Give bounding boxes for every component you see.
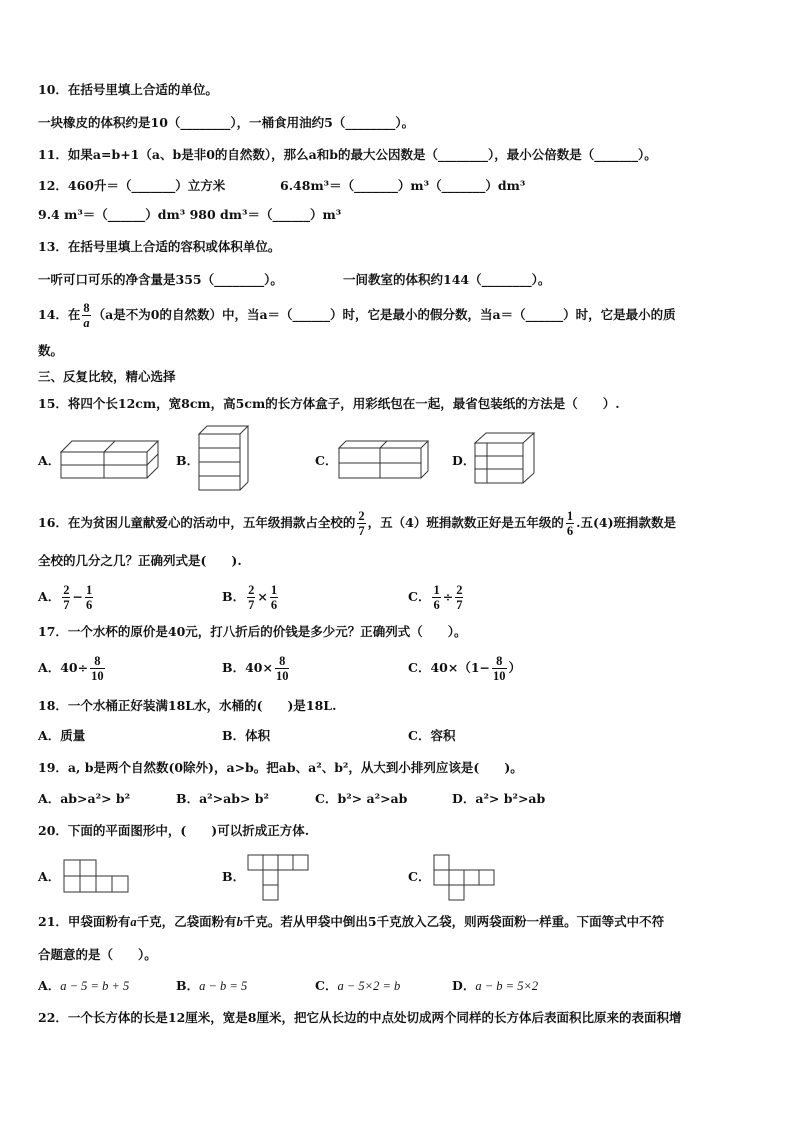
q12-line1a: 12．460升＝（_______）立方米 — [38, 178, 226, 193]
q15-text: 15．将四个长12cm，宽8cm，高5cm的长方体盒子，用彩纸包在一起，最省包装纸的方法是（ ）. — [38, 396, 620, 411]
q16-pre: 16．在为贫困儿童献爱心的活动中，五年级捐款占全校的 — [38, 515, 356, 530]
q16-option-a: A． $\frac{2}{7}$ − $\frac{1}{6}$ — [38, 583, 93, 612]
q13-title: 13．在括号里填上合适的容积或体积单位。 — [38, 239, 281, 254]
q21-option-d: D．a − b = 5×2 — [452, 978, 539, 993]
q21-option-a: A．a − 5 = b + 5 — [38, 978, 130, 993]
q16-fraction-1: $\frac{2}{7}$ — [358, 509, 365, 538]
q11-text: 11．如果a=b+1（a、b是非0的自然数），那么a和b的最大公因数是（________），最小公倍数是（_______）。 — [38, 147, 657, 162]
q19-text: 19．a, b是两个自然数(0除外)，a>b。把ab、a²、b²，从大到小排列应该是( )。 — [38, 760, 523, 775]
q12-line1b: 6.48m³＝（_______）m³（_______）dm³ — [280, 178, 526, 193]
q14-post: （a是不为0的自然数）中，当a＝（______）时，它是最小的假分数，当a＝（______）时，它是最小的质 — [92, 307, 676, 322]
q15-option-b: B． — [176, 453, 200, 468]
q17-option-a: A．40÷ $\frac{8}{10}$ — [38, 654, 104, 683]
q18-option-b: B．体积 — [222, 728, 271, 743]
q20-option-c: C． — [408, 869, 431, 884]
q14-line1 — [38, 298, 676, 332]
q19-option-a: A．ab>a²> b² — [38, 791, 131, 806]
q10-title: 10．在括号里填上合适的单位。 — [38, 82, 218, 97]
q18-option-c: C．容积 — [408, 728, 456, 743]
q17-option-c: C．40×（1− $\frac{8}{10}$ ） — [408, 654, 522, 683]
q18-option-a: A．质量 — [38, 728, 86, 743]
q17-text: 17．一个水杯的原价是40元，打八折后的价钱是多少元？正确列式（ ）。 — [38, 624, 467, 639]
q15-option-d: D． — [452, 453, 476, 468]
q22-text: 22．一个长方体的长是12厘米，宽是8厘米，把它从长边的中点处切成两个同样的长方体后表面积比原来的表面积增 — [38, 1010, 682, 1025]
q21-option-c: C．a − 5×2 = b — [315, 978, 401, 993]
q19-option-b: B．a²>ab> b² — [176, 791, 269, 806]
q14-line2: 数。 — [38, 343, 64, 358]
q15-figure-c — [338, 438, 430, 482]
q19-option-d: D．a²> b²>ab — [452, 791, 546, 806]
q16-line2: 全校的几分之几？正确列式是( ). — [38, 553, 242, 568]
q18-text: 18．一个水桶正好装满18L水，水桶的( )是18L. — [38, 698, 337, 713]
q13-line1b: 一间教室的体积约144（________）。 — [343, 272, 551, 287]
section3-title: 三、反复比较，精心选择 — [38, 369, 176, 384]
q19-option-c: C．b²> a²>ab — [315, 791, 408, 806]
q13-line1a: 一听可口可乐的净含量是355（________）。 — [38, 272, 283, 287]
q17-option-b: B．40× $\frac{8}{10}$ — [222, 654, 289, 683]
q16-line1 — [38, 505, 676, 541]
q16-mid: ，五（4）班捐款数正好是五年级的 — [367, 515, 564, 530]
q16-option-b: B． $\frac{2}{7}$ × $\frac{1}{6}$ — [222, 583, 278, 612]
q16-post: .五(4)班捐款数是 — [576, 515, 676, 530]
q15-figure-b — [198, 424, 250, 494]
q20-net-c — [432, 853, 496, 903]
q14-pre: 14．在 — [38, 307, 81, 322]
q20-option-b: B． — [222, 869, 246, 884]
q21-line2: 合题意的是（ ）。 — [38, 947, 157, 962]
q16-fraction-2: $\frac{1}{6}$ — [566, 509, 574, 538]
q21-option-b: B．a − b = 5 — [176, 978, 248, 993]
q15-figure-a — [60, 438, 160, 482]
q14-fraction: $\frac{8}{a}$ — [83, 301, 90, 330]
q10-line: 一块橡皮的体积约是10（________），一桶食用油约5（________）。 — [38, 115, 415, 130]
q12-line2: 9.4 m³＝（______）dm³ 980 dm³＝（______）m³ — [38, 207, 342, 222]
q20-net-b — [246, 853, 310, 903]
q20-net-a — [62, 858, 132, 896]
q20-text: 20．下面的平面图形中，( )可以折成正方体. — [38, 823, 310, 838]
q15-figure-d — [474, 431, 536, 487]
q20-option-a: A． — [38, 869, 61, 884]
q15-option-a: A． — [38, 453, 61, 468]
q16-option-c: C． $\frac{1}{6}$ ÷ $\frac{2}{7}$ — [408, 583, 463, 612]
q21-line1: 21．甲袋面粉有a千克，乙袋面粉有b千克。若从甲袋中倒出5千克放入乙袋，则两袋面粉一样重。下面等式中不符 — [38, 914, 665, 929]
q15-option-c: C． — [315, 453, 338, 468]
